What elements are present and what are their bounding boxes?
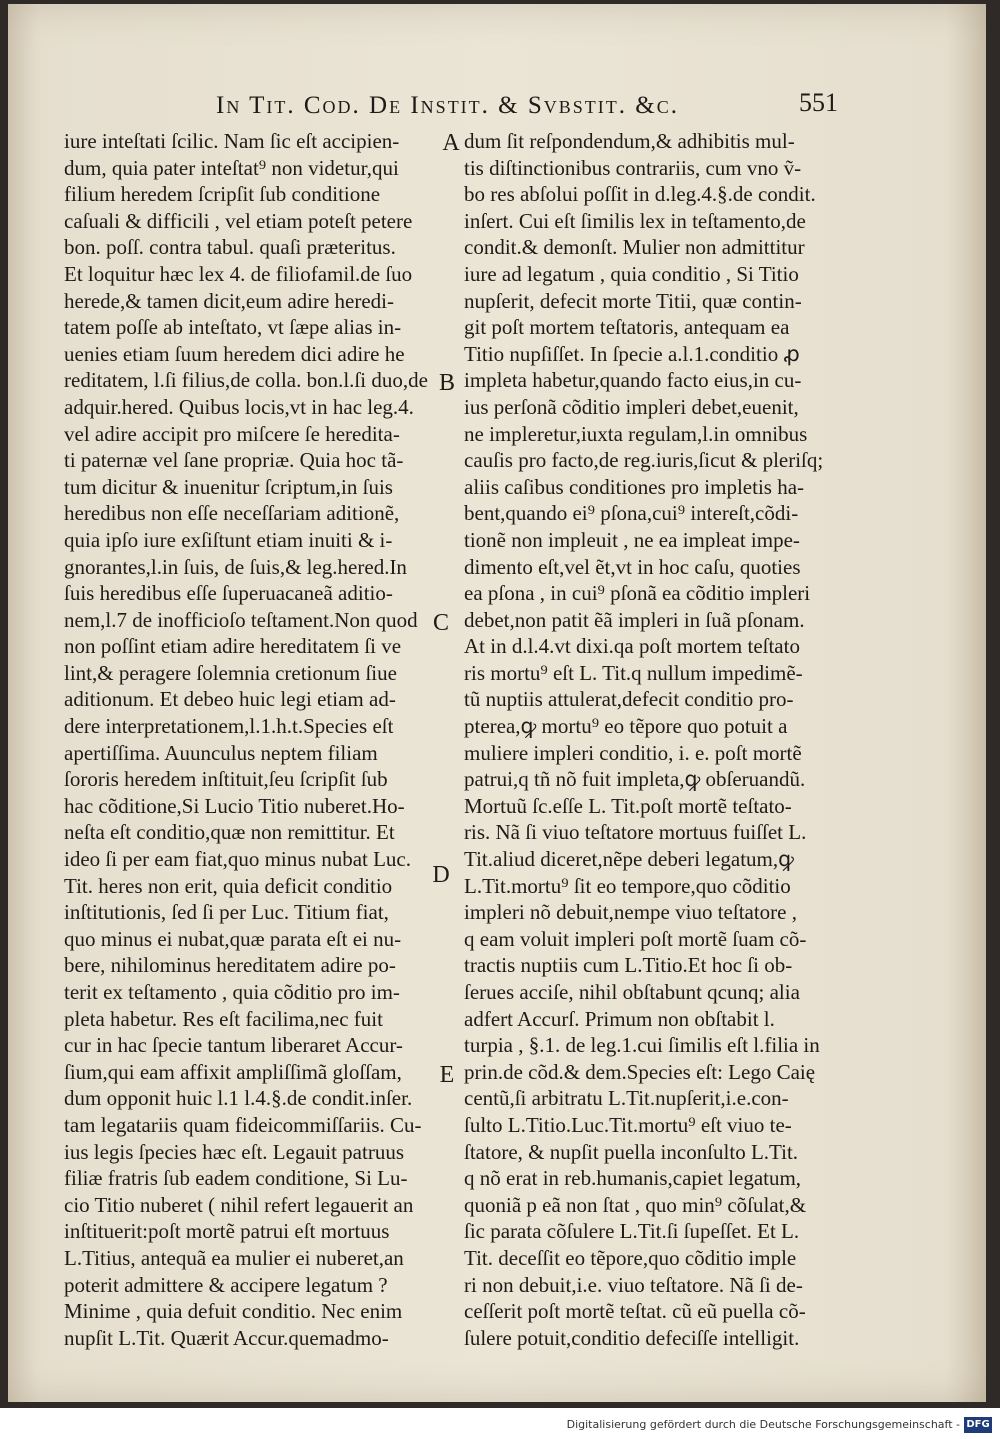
right-column-line: Titio nupſiſſet. In ſpecie a.l.1.conditio ꝓ [464,341,800,366]
right-column-line: git poſt mortem teſtatoris, antequam ea [464,315,790,340]
left-column-line: Et loquitur hæc lex 4. de filiofamil.de ſuo [64,261,413,286]
margin-letter-e: E [439,1062,455,1088]
left-column-line: dum opponit huic l.1 l.4.§.de condit.inſer. [64,1086,413,1111]
left-column-line: iure inteſtati ſcilic. Nam ſic eſt accipien- [64,129,400,153]
left-column-line: hac cõditione,Si Lucio Titio nuberet.Ho- [64,793,405,818]
right-column-line: At in d.l.4.vt dixi.qa poſt mortem teſtato [464,634,800,659]
right-column-line: Tit.aliud diceret,nẽpe deberi legatum,ꝙ [464,847,794,872]
right-column-line: cauſis pro facto,de reg.iuris,ſicut & pleriſq; [464,448,824,473]
left-column-line: non poſſint etiam adire hereditatem ſi ve [64,634,402,659]
left-column-line: nem,l.7 de inofficioſo teſtament.Non quod [64,607,418,632]
right-text-column [464,128,884,1351]
left-column-line: ius legis ſpecies hæc eſt. Legauit patruus [64,1139,404,1164]
right-column-line: L.Tit.mortu⁹ ſit eo tempore,quo cõditio [464,873,791,898]
right-column-line: pterea,ꝙ mortu⁹ eo tẽpore quo potuit a [464,714,788,739]
margin-letter-b: B [438,370,455,396]
running-head: In Tit. Cod. De Instit. & Svbstit. &c. [216,92,679,119]
left-column-line: neſta eſt conditio,quæ non remittitur. Et [64,820,395,845]
right-column-line: aliis caſibus conditiones pro impletis ha- [464,474,805,499]
right-column-line: ris mortu⁹ eſt L. Tit.q nullum impedimẽ- [464,660,803,685]
left-column-line: caſuali & difficili , vel etiam poteſt petere [64,208,413,233]
right-column-line: nupſerit, defecit morte Titii, quæ contin- [464,288,802,313]
left-column-line: ti paternæ vel ſane propriæ. Quia hoc tã- [64,448,404,473]
right-column-line: iure ad legatum , quia conditio , Si Titio [464,261,799,286]
right-column-line: ſerues acciſe, nihil obſtabunt qcunq; alia [464,980,800,1004]
right-column-line: ius perſonã cõditio impleri debet,euenit, [464,394,799,419]
left-column-line: Minime , quia defuit conditio. Nec enim [64,1299,403,1324]
left-column-line: terit ex teſtamento , quia cõditio pro im- [64,980,400,1004]
left-column-line: quia ipſo iure exſiſtunt etiam inuiti & i- [64,527,393,552]
right-column-line: ea pſona , in cui⁹ pſonã ea cõditio impleri [464,581,811,606]
left-column-line: uenies etiam ſuum heredem dici adire he [64,341,405,366]
funding-credit: Digitalisierung gefördert durch die Deutsche Forschungsgemeinschaft - [566,1418,960,1431]
left-column-line: inſtitutionis, ſed ſi per Luc. Titium fiat, [64,900,389,925]
margin-letter-c: C [432,610,449,636]
right-column-line: debet,non patit ẽã impleri in ſuã pſonam. [464,607,805,632]
left-column-line: herede,& tamen dicit,eum adire heredi- [64,288,395,313]
margin-letter-d: D [432,862,450,888]
right-column-line: ſic parata cõſulere L.Tit.ſi ſupeſſet. Et L. [464,1219,800,1244]
left-column-line: tam legatariis quam fideicommiſſariis. Cu- [64,1112,422,1137]
right-column-line: Mortuũ ſc.eſſe L. Tit.poſt mortẽ teſtato- [464,793,792,818]
left-column-line: heredibus non eſſe neceſſariam aditionẽ, [64,501,400,526]
right-column-line: inſert. Cui eſt ſimilis lex in teſtamento,de [464,208,806,233]
margin-letter-a: A [442,130,460,156]
left-column-line: filiæ fratris ſub eadem conditione, Si Lu- [64,1166,408,1191]
right-column-line: ceſſerit poſt mortẽ teſtat. cũ eũ puella cõ- [464,1299,806,1324]
right-column-line: dum ſit reſpondendum,& adhibitis mul- [464,129,795,153]
left-column-line: reditatem, l.ſi filius,de colla. bon.l.ſi duo,de [64,368,428,393]
right-column-line: ris. Nã ſi viuo teſtatore mortuus fuiſſet L. [464,820,807,845]
right-column-line: patrui,q tñ nõ fuit impleta,ꝙ obſeruandũ. [464,767,806,792]
left-column-line: L.Titius, antequã ea mulier ei nuberet,an [64,1245,404,1270]
right-column-line: tis diſtinctionibus contrariis, cum vno ṽ- [464,155,802,180]
book-page [8,4,986,1402]
left-column-line: nupſit L.Tit. Quærit Accur.quemadmo- [64,1325,389,1350]
left-column-line: aditionum. Et debeo huic legi etiam ad- [64,687,396,712]
left-column-line: bon. poſſ. contra tabul. quaſi præteritus. [64,235,396,260]
right-column-line: condit.& demonſt. Mulier non admittitur [464,235,805,260]
right-column-line: muliere impleri conditio, i. e. poſt mortẽ [464,740,802,765]
right-column-line: turpia , §.1. de leg.1.cui ſimilis eſt l.filia in [464,1033,820,1058]
right-column-line: tractis nuptiis cum L.Titio.Et hoc ſi ob- [464,953,793,978]
left-column-line: adquir.hered. Quibus locis,vt in hac leg.4. [64,394,414,419]
left-text-column [64,128,484,1351]
right-column-line: tionẽ non impleuit , ne ea impleat impe- [464,527,800,552]
right-column-line: quoniã p eã non ſtat , quo min⁹ cõſulat,& [464,1192,807,1217]
left-column-line: bere, nihilominus hereditatem adire po- [64,953,396,978]
page-number: 551 [799,88,838,117]
left-column-line: dere interpretationem,l.1.h.t.Species eſt [64,714,394,739]
right-column-line: adfert Accurſ. Primum non obſtabit l. [464,1006,775,1031]
left-column-line: lint,& peragere ſolemnia cretionum ſiue [64,660,397,685]
left-column-line: ſuis heredibus eſſe ſuperuacaneã aditio- [64,581,393,606]
right-column-line: impleri nõ debuit,nempe viuo teſtatore , [464,900,797,925]
right-column-line: ri non debuit,i.e. viuo teſtatore. Nã ſi de- [464,1272,803,1297]
left-column-line: pleta habetur. Res eſt facilima,nec fuit [64,1006,383,1031]
left-column-line: quo minus ei nubat,quæ parata eſt ei nu- [64,926,402,951]
left-column-line: poterit admittere & accipere legatum ? [64,1272,388,1297]
footer-bar [0,1408,1000,1439]
dfg-logo: DFG [964,1417,992,1433]
right-column-line: dimento eſt,vel ẽt,vt in hoc caſu, quoties [464,554,801,579]
right-column-line: ſulto L.Titio.Luc.Tit.mortu⁹ eſt viuo te- [464,1112,792,1137]
right-column-line: ſtatore, & nupſit puella inconſulto L.Tit. [464,1139,799,1164]
left-column-line: cio Titio nuberet ( nihil refert legauerit an [64,1192,414,1217]
left-column-line: vel adire accipit pro miſcere ſe heredita- [64,421,400,446]
left-column-line: cur in hac ſpecie tantum liberaret Accur- [64,1033,403,1058]
right-column-line: bo res abſolui poſſit in d.leg.4.§.de condit. [464,182,816,207]
right-column-line: bent,quando ei⁹ pſona,cui⁹ intereſt,cõdi- [464,501,799,526]
right-column-line: Tit. deceſſit eo tẽpore,quo cõditio imple [464,1245,797,1270]
left-column-line: dum, quia pater inteſtat⁹ non videtur,qui [64,155,399,180]
right-column-line: ſulere potuit,conditio defeciſſe intelligit. [464,1325,800,1350]
left-column-line: tatem poſſe ab inteſtato, vt ſæpe alias in- [64,315,402,340]
right-column-line: prin.de cõd.& dem.Species eſt: Lego Caię [464,1059,816,1084]
left-column-line: ſororis heredem inſtituit,ſeu ſcripſit ſub [64,767,388,792]
right-column-line: centũ,ſi arbitratu L.Tit.nupſerit,i.e.con- [464,1086,789,1111]
left-column-line: apertiſſima. Auunculus neptem filiam [64,740,378,765]
right-column-line: q eam voluit impleri poſt mortẽ ſuam cõ- [464,926,807,951]
left-column-line: Tit. heres non erit, quia deficit conditio [64,873,393,898]
left-column-line: ideo ſi per eam fiat,quo minus nubat Luc. [64,847,411,872]
left-column-line: tum dicitur & inuenitur ſcriptum,in ſuis [64,474,393,499]
right-column-line: ne impleretur,iuxta regulam,l.in omnibus [464,421,808,446]
right-column-line: impleta habetur,quando facto eius,in cu- [464,368,802,393]
left-column-line: gnorantes,l.in ſuis, de ſuis,& leg.hered.In [64,554,407,579]
right-column-line: q nõ erat in reb.humanis,capiet legatum, [464,1166,802,1191]
right-column-line: tũ nuptiis attulerat,defecit conditio pro- [464,687,794,712]
left-column-line: inſtituerit:poſt mortẽ patrui eſt mortuus [64,1219,390,1244]
left-column-line: ſium,qui eam affixit ampliſſimã gloſſam, [64,1059,402,1084]
left-column-line: filium heredem ſcripſit ſub conditione [64,182,381,207]
